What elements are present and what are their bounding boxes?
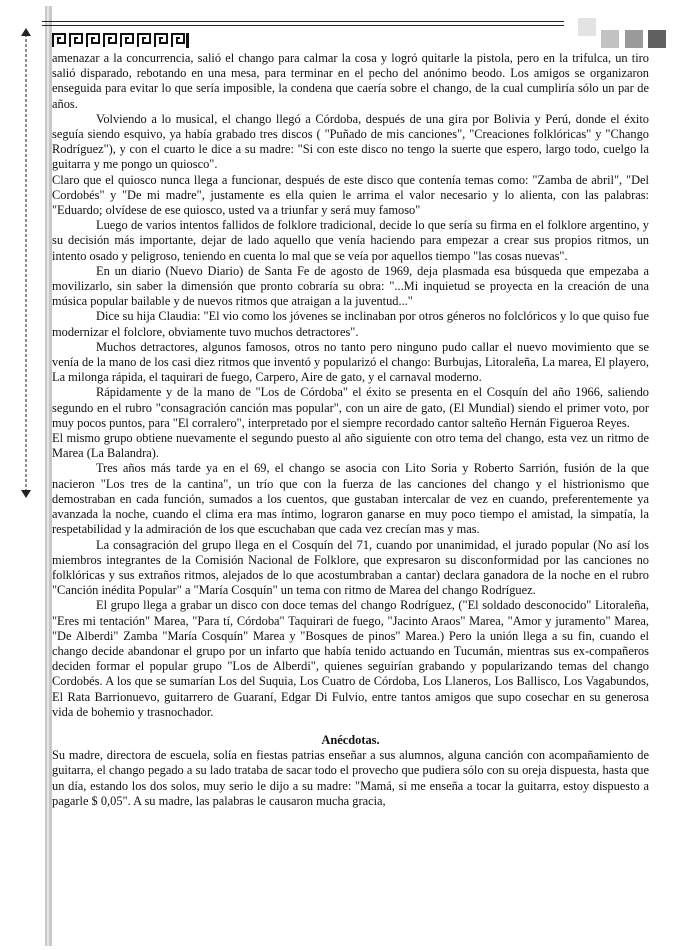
article-body: [52, 51, 649, 809]
decorative-square-darkest: [648, 30, 666, 48]
decorative-square-light: [578, 18, 596, 36]
decorative-square-medium: [601, 30, 619, 48]
paragraph: La consagración del grupo llega en el Cosquín del 71, cuando por unanimidad, el jurado popular (No así los miembros integrantes de la Comisión Nacional de Folklore, que expresaron su disconformidad por las canciones no folklóricas y sus extraños ritmos, alejados de lo que acostumbraban a cantar) declara ganadora de la noche en el rubro "Canción inédita Popular" a "María Cosquín" un tema con ritmo de Marea del chango Rodríguez.: [52, 537, 649, 598]
paragraph: Muchos detractores, algunos famosos, otros no tanto pero ninguno pudo callar el nuevo movimiento que se venía de la mano de los casi diez ritmos que inventó y popularizó el chango: Burbujas, Litoraleña, La marea, El playero, La milonga rápida, el taquirari de fuego, Carpero, Aire de gato, y el carnaval moderno.: [52, 339, 649, 385]
header-rule-top: [42, 21, 564, 22]
paragraph: Rápidamente y de la mano de "Los de Córdoba" el éxito se presenta en el Cosquín del año 1966, saliendo segundo en el rubro "consagración canción mas popular", con un aire de gato, (El Mundial) siendo el primer voto, por muy pocos puntos, para "El corralero", interpretado por el siempre recordado cantor salteño Hernán Figueroa Reyes.: [52, 385, 649, 430]
paragraph: Tres años más tarde ya en el 69, el chango se asocia con Lito Soria y Roberto Sarrión, fusión de la que nacieron "Los tres de la cantina", un trío que con la fuerza de las canciones del chango y el histrionismo que demostraban en cada función, sumados a los cuentos, que gustaban intercalar de vez en cuando, preferentemente ya avanzada la noche, cuando el clima era mas íntimo, lograron ganarse en muy poco tiempo el amistad, la simpatía, la respetabilidad y la admiración de los que escuchaban que cada vez crecían mas y mas.: [52, 461, 649, 537]
decorative-square-dark: [625, 30, 643, 48]
paragraph: Volviendo a lo musical, el chango llegó a Córdoba, después de una gira por Bolivia y Perú, donde el éxito seguía siendo esquivo, ya había grabado tres discos ( "Puñado de mis canciones", "Creaciones folklóricas" y "Chango Rodríguez"), y con el cuarto le dice a su madre: "Si con este disco no tengo la suerte que espero, largo todo, cuelgo la guitarra y me pongo un quiosco".: [52, 111, 649, 172]
paragraph: El grupo llega a grabar un disco con doce temas del chango Rodríguez, ("El soldado desconocido" Litoraleña, "Eres mi tentación" Marea, "Para tí, Córdoba" Taquirari de fuego, "Jacinto Araos" Marea, "Amor y juramento" Marea, "De Alberdi" Zamba "María Cosquín" Marea y "Bosques de pinos" Marea.) Pero la unión llega a su fin, cuando el chango decide abandonar el grupo por un infarto que había tenido actuando en Tucumán, mientras sus ex-compañeros deciden formar el popular grupo "Los de Alberdi", quienes seguirían grabando y popularizando temas del chango Cordobés. A los que se sumarían Los del Suquia, Los Cuatro de Córdoba, Los Llaneros, Los Ballisco, Los Vagabundos, El Rata Barrionuevo, guitarrero de Guaraní, Edgar Di Fulvio, entre tantos amigos que supo cosechar en su generosa vida de bohemio y trasnochador.: [52, 598, 649, 719]
paragraph: En un diario (Nuevo Diario) de Santa Fe de agosto de 1969, deja plasmada esa búsqueda que empezaba a movilizarlo, sin saber la dimensión que pronto cobraría su obra: "...Mi inquietud se proyecta en la creación de una música popular bailable y de nuevos ritmos que atraigan a la juventud...": [52, 263, 649, 309]
section-heading: Anécdotas.: [321, 732, 380, 747]
paragraph: El mismo grupo obtiene nuevamente el segundo puesto al año siguiente con otro tema del chango, esta vez un ritmo de Marea (La Balandra).: [52, 431, 649, 461]
header-rule-bottom: [42, 25, 564, 26]
greek-key-ornament: [52, 32, 190, 48]
vertical-double-arrow-icon: [20, 28, 32, 498]
paragraph: Claro que el quiosco nunca llega a funcionar, después de este disco que contenía temas como: "Zamba de abril", "Del Cordobés" y "De mi madre", justamente es ella quien le arrima el valor necesario y lo alienta, con las palabras: "Eduardo; olvídese de ese quiosco, usted va a triunfar y será muy famoso": [52, 172, 649, 218]
paragraph: amenazar a la concurrencia, salió el chango para calmar la cosa y logró quitarle la pistola, pero en la trifulca, un tiro salió disparado, rebotando en una mesa, para terminar en el pecho del anónimo beodo. Los amigos se organizaron enseguida para evitar lo que sería imposible, la condena que caería sobre el chango, de la cual cumpliría sólo un par de años.: [52, 51, 649, 111]
paragraph: Luego de varios intentos fallidos de folklore tradicional, decide lo que sería su firma en el folklore argentino, y su decisión más importante, dejar de lado aquello que venía haciendo para empezar a crear sus propios ritmos, un intento osado y peligroso, teniendo en cuenta lo mal que se veía por aquellos tiempo "las cosas nuevas".: [52, 218, 649, 263]
left-margin-bar-highlight: [47, 6, 49, 946]
closing-paragraph: Su madre, directora de escuela, solía en fiestas patrias enseñar a sus alumnos, alguna canción con acompañamiento de guitarra, el chango pegado a su lado trataba de sacar todo el provecho que pudiera sólo con su oreja dispuesta, hasta que un día, estando los dos solos, muy serio le dijo a su madre: "Mamá, si me enseña a tocar la guitarra, estoy dispuesto a pagarle $ 0,05". A su madre, las palabras le causaron mucha gracia,: [52, 748, 649, 808]
paragraph: Dice su hija Claudia: "El vio como los jóvenes se inclinaban por otros géneros no folclóricos y lo que quiso fue modernizar el folclore, obviamente tuvo muchos detractores".: [52, 309, 649, 339]
